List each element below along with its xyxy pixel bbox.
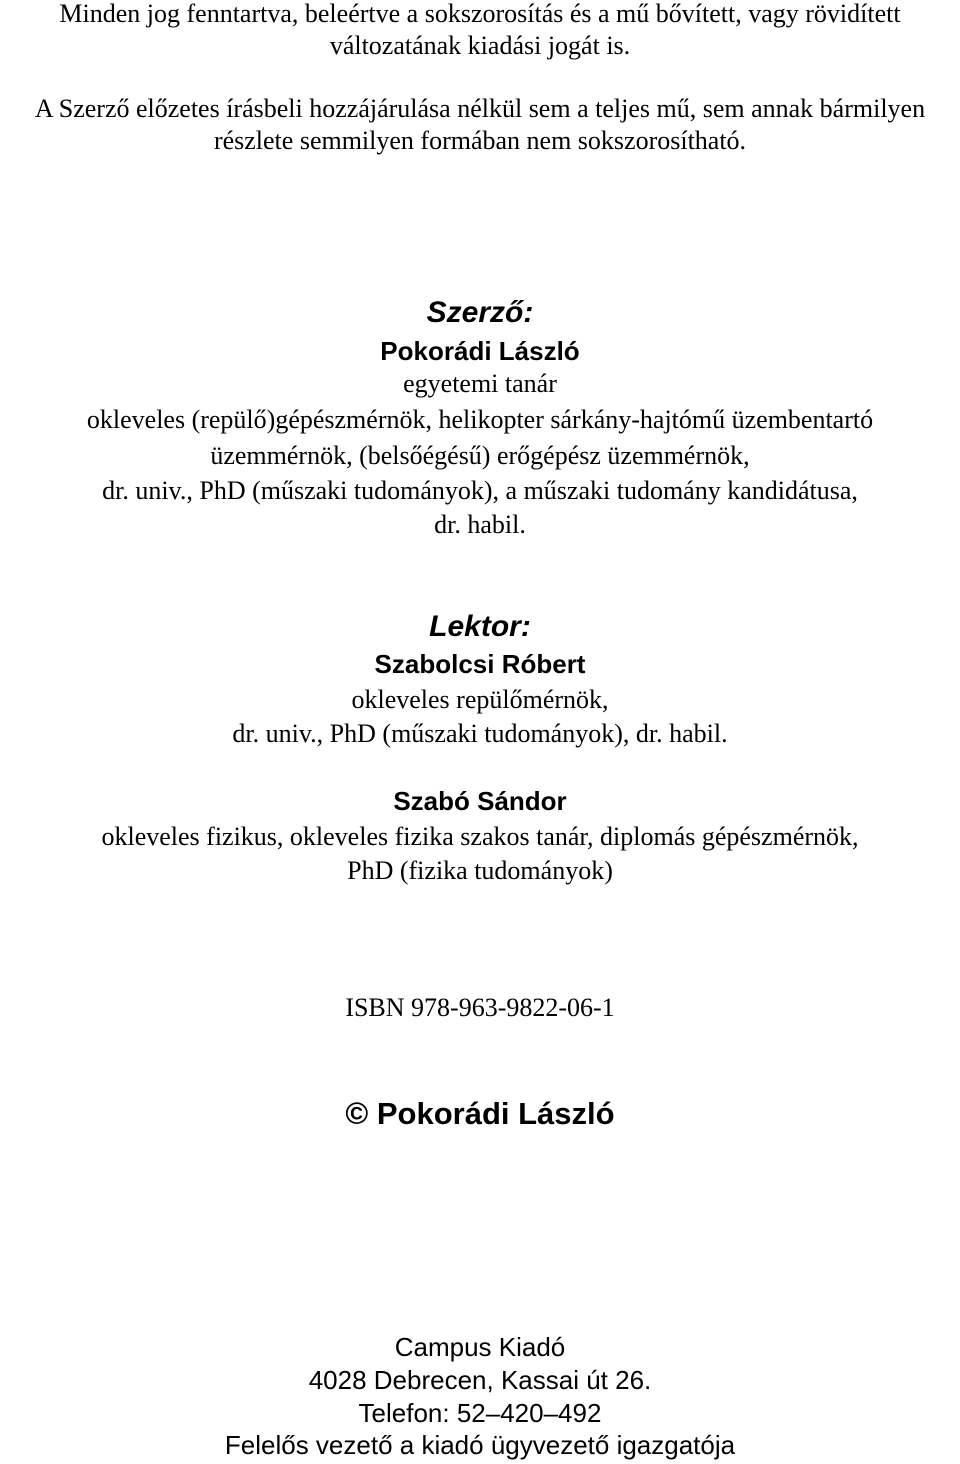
author-qualification-4: dr. habil. [434, 510, 526, 539]
author-heading: Szerző: [426, 296, 534, 329]
rights-line-4: részlete semmilyen formában nem sokszorosítható. [213, 126, 747, 155]
reviewer-2-qualification-2: PhD (fizika tudományok) [347, 856, 613, 885]
copyright-holder: Pokorádi László [376, 1096, 615, 1131]
publisher-responsible: Felelős vezető a kiadó ügyvezető igazgatója [224, 1430, 736, 1460]
isbn: ISBN 978-963-9822-06-1 [345, 993, 615, 1022]
publisher-address: 4028 Debrecen, Kassai út 26. [308, 1365, 652, 1395]
publisher-phone: Telefon: 52–420–492 [358, 1398, 602, 1428]
reviewer-1-qualification-2: dr. univ., PhD (műszaki tudományok), dr. habil. [232, 719, 728, 748]
reviewer-1-qualification-1: okleveles repülőmérnök, [351, 685, 609, 714]
author-qualification-1: okleveles (repülő)gépészmérnök, helikopter sárkány-hajtómű üzembentartó [86, 405, 874, 434]
reviewer-1-name: Szabolcsi Róbert [374, 649, 586, 679]
reviewer-2-qualification-1: okleveles fizikus, okleveles fizika szakos tanár, diplomás gépészmérnök, [101, 822, 859, 851]
publisher-name: Campus Kiadó [394, 1332, 566, 1362]
author-qualification-2: üzemmérnök, (belsőégésű) erőgépész üzemmérnök, [210, 441, 750, 470]
reviewer-2-name: Szabó Sándor [393, 786, 567, 816]
author-title: egyetemi tanár [403, 369, 557, 398]
author-qualification-3: dr. univ., PhD (műszaki tudományok), a műszaki tudomány kandidátusa, [102, 476, 858, 505]
lector-heading: Lektor: [429, 610, 531, 643]
copyright-icon: © [345, 1096, 369, 1131]
rights-line-3: A Szerző előzetes írásbeli hozzájárulása nélkül sem a teljes mű, sem annak bármilyen [34, 94, 926, 123]
copyright-line [0, 1095, 960, 1133]
rights-line-1: Minden jog fenntartva, beleértve a sokszorosítás és a mű bővített, vagy rövidített [59, 0, 901, 28]
author-name: Pokorádi László [380, 336, 580, 366]
rights-line-2: változatának kiadási jogát is. [329, 31, 631, 60]
